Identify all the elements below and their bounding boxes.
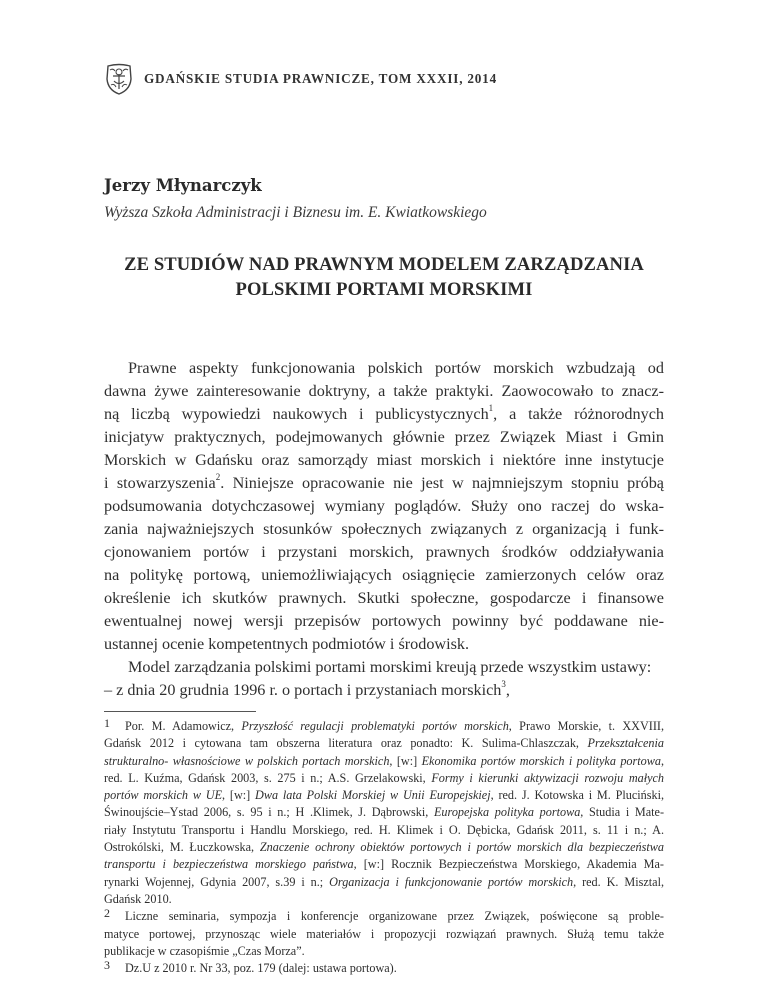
paragraph-line: dawna żywe zainteresowanie doktryny, a także praktyki. Zaowocowało to znacz- — [104, 382, 664, 400]
footnote-line: publikacje w czasopiśmie „Czas Morza”. — [104, 943, 305, 958]
footnote-line: Świnoujście–Ystad 2006, s. 95 i n.; H .Klimek, J. Dąbrowski, Europejska polityka portowa, Studia i Mate- — [104, 805, 664, 820]
gdansk-crest-icon — [104, 63, 134, 95]
paragraph-line: na politykę portową, uniemożliwiających osiągnięcie zamierzonych celów oraz — [104, 566, 664, 584]
footnote-divider — [104, 711, 256, 712]
paragraph-line: ną liczbą wypowiedzi naukowych i publicystycznych$^1$, a także różnorodnych — [104, 402, 664, 423]
footnote-line: red. L. Kuźma, Gdańsk 2003, s. 275 i n.; A.S. Grzelakowski, Formy i kierunki aktywizacji rozwoju małych — [104, 770, 664, 785]
paragraph-line: Prawne aspekty funkcjonowania polskich portów morskich wzbudzają od — [128, 359, 664, 377]
article-title-line-1: ZE STUDIÓW NAD PRAWNYM MODELEM ZARZĄDZANIA — [124, 254, 644, 275]
footnote-line: matyce portowej, przynosząc wiele materiałów i propozycji rozwiązań prawnych. Służą temu także — [104, 926, 664, 941]
paragraph-line: ustannej ocenie kompetentnych podmiotów i środowisk. — [104, 635, 470, 653]
list-item: – z dnia 20 grudnia 1996 r. o portach i przystaniach morskich$^3$, — [104, 678, 510, 699]
journal-title: GDAŃSKIE STUDIA PRAWNICZE, TOM XXXII, 2014 — [144, 71, 497, 86]
footnote-line: Gdańsk 2012 i cytowana tam obszerna literatura oraz ponadto: K. Sulima-Chlaszczak, Przekształcenia — [104, 736, 664, 751]
paragraph-line: cjonowaniem portów i przystani morskich, prawnych środków oddziaływania — [104, 543, 664, 561]
paragraph-line: Morskich w Gdańsku oraz samorządy miast morskich i niektóre inne instytucje — [104, 451, 664, 469]
footnote-ref-3[interactable]: 3 — [501, 678, 506, 689]
footnote-ref-1[interactable]: 1 — [488, 402, 494, 413]
footnote-line: transportu i bezpieczeństwa morskiego państwa, [w:] Rocznik Bezpieczeństwa Morskiego, Akademia Ma- — [104, 857, 664, 872]
footnote-line: Gdańsk 2010. — [104, 891, 172, 906]
author-affiliation: Wyższa Szkoła Administracji i Biznesu im. E. Kwiatkowskiego — [104, 204, 487, 221]
author-name: Jerzy Młynarczyk — [104, 176, 262, 195]
footnote-line: rynarki Wojennej, Gdynia 2007, s.39 i n.; Organizacja i funkcjonowanie portów morskich, red. K. Misztal, — [104, 874, 664, 889]
footnote-ref-2[interactable]: 2 — [215, 471, 221, 482]
running-head — [104, 62, 497, 96]
footnote-3: 3 Dz.U z 2010 r. Nr 33, poz. 179 (dalej: ustawa portowa). — [104, 960, 397, 976]
paragraph-line: podsumowania dotychczasowej wymiany poglądów. Służy ono raczej do wska- — [104, 497, 664, 515]
footnotes — [104, 718, 664, 977]
paragraph-line: zania najważniejszych stosunków społecznych związanych z organizacją i funk- — [104, 520, 664, 538]
footnote-line: portów morskich w UE, [w:] Dwa lata Polski Morskiej w Unii Europejskiej, red. J. Kotowska i M. Pluciński, — [104, 788, 664, 803]
footnote-line: Ostrokólski, M. Łuczkowska, Znaczenie ochrony obiektów portowych i portów morskich dla bezpieczeństwa — [104, 840, 664, 855]
footnote-line: riały Instytutu Transportu i Handlu Morskiego, red. H. Klimek i O. Dębicka, Gdańsk 2011, s. 11 i n.; A. — [104, 822, 664, 837]
paragraph-line: i stowarzyszenia$^2$. Niniejsze opracowanie nie jest w najmniejszym stopniu próbą — [104, 471, 664, 492]
footnote-1: 1 Por. M. Adamowicz, Przyszłość regulacji problematyki portów morskich, Prawo Morskie, t. XXVIII, — [104, 718, 664, 733]
paragraph-line: inicjatyw praktycznych, podejmowanych głównie przez Związek Miast i Gmin — [104, 428, 664, 446]
paragraph-line: ewentualnej nowej wersji przepisów portowych powinny być poddawane nie- — [104, 612, 664, 630]
paragraph-line: Model zarządzania polskimi portami morskimi kreują przede wszystkim ustawy: — [128, 658, 652, 676]
footnote-2: 2 Liczne seminaria, sympozja i konferencje organizowane przez Związek, poświęcone są proble- — [104, 908, 664, 924]
paragraph-line: określenie ich skutków prawnych. Skutki społeczne, gospodarcze i finansowe — [104, 589, 664, 607]
footnote-line: strukturalno- własnościowe w polskich portach morskich, [w:] Ekonomika portów morskich i polityka portowa, — [104, 753, 664, 768]
article-title-line-2: POLSKIMI PORTAMI MORSKIMI — [235, 279, 533, 300]
